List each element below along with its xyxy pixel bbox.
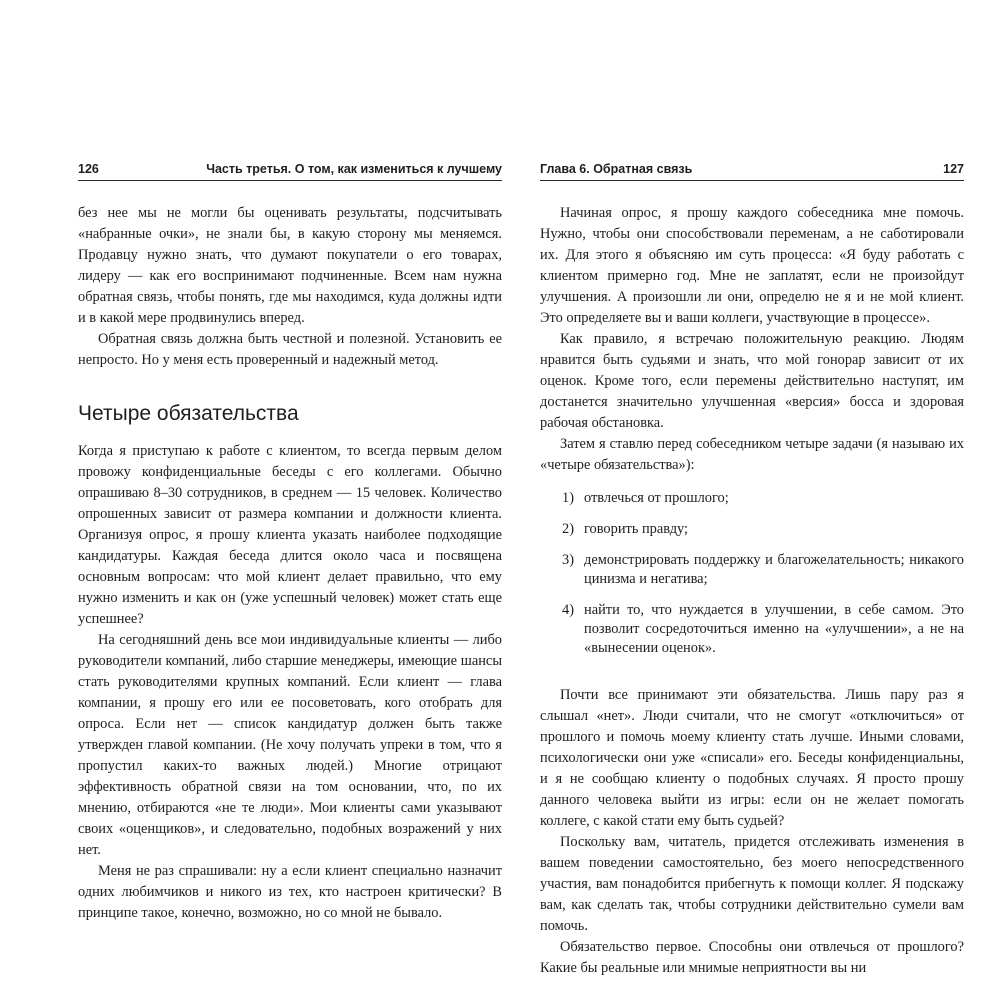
list-item-number: 1) (562, 490, 574, 506)
paragraph: Как правило, я встречаю положительную реакцию. Людям нравится быть судьями и знать, что мой гонорар зависит от их оценок. Кроме того, если перемены действительно наступят, им достанется значительно улучшенная «версия» босса и здоровая рабочая обстановка. (540, 331, 964, 431)
paragraph: Поскольку вам, читатель, придется отслеживать изменения в вашем поведении самостоятельно, без моего непосредственного участия, вам понадобится прибегнуть к помощи коллег. Я подскажу вам, как сделать так, чтобы сотрудники действительно сумели вам помочь. (540, 834, 964, 934)
list-item-text: говорить правду; (584, 521, 689, 537)
list-item-number: 2) (562, 521, 574, 537)
paragraph: без нее мы не могли бы оценивать результаты, подсчитывать «набранные очки», не знали бы, в какую сторону мы меняемся. Продавцу нужно знать, что думают покупатели о его товарах, лидеру — как его воспринимают подчиненные. Всем нам нужна обратная связь, чтобы понять, где мы находимся, куда должны идти и в какой мере продвинулись вперед. (78, 205, 502, 326)
left-running-head (78, 158, 502, 181)
left-running-title: Часть третья. О том, как измениться к лучшему (206, 162, 502, 176)
left-page (78, 158, 502, 924)
right-running-head (540, 158, 964, 181)
paragraph: Начиная опрос, я прошу каждого собеседника мне помочь. Нужно, чтобы они способствовали переменам, а не саботировали их. Для этого я объясняю им суть процесса: «Я буду работать с клиентом примерно год. Мне не заплатят, если не произойдут улучшения. А произошли ли они, определю не я и не мой клиент. Это определяете вы и ваши коллеги, участвующие в процессе». (540, 205, 964, 326)
list-item-text: найти то, что нуждается в улучшении, в себе самом. Это позволит сосредоточиться именно на «улучшении», а не на «вынесении оценок». (584, 602, 964, 656)
right-running-title: Глава 6. Обратная связь (540, 162, 693, 176)
paragraph: Меня не раз спрашивали: ну а если клиент специально назначит одних любимчиков и никого из тех, кто настроен критически? В принципе такое, конечно, возможно, но со мной не бывало. (78, 863, 502, 921)
right-page-number: 127 (943, 162, 964, 176)
commitments-list (540, 489, 964, 658)
paragraph: Обязательство первое. Способны они отвлечься от прошлого? Какие бы реальные или мнимые неприятности вы ни (540, 939, 964, 976)
list-item (540, 489, 964, 508)
list-item-number: 3) (562, 552, 574, 568)
left-page-number: 126 (78, 162, 99, 176)
list-item-number: 4) (562, 602, 574, 618)
list-item (540, 520, 964, 539)
list-item (540, 551, 964, 589)
list-item (540, 601, 964, 658)
list-item-text: отвлечься от прошлого; (584, 490, 729, 506)
paragraph: Когда я приступаю к работе с клиентом, то всегда первым делом провожу конфиденциальные беседы с его коллегами. Обычно опрашиваю 8–30 сотрудников, в среднем — 15 человек. Количество опрошенных зависит от размера компании и должности клиента. Организуя опрос, я прошу клиента указать наиболее подходящие кандидатуры. Каждая беседа длится около часа и посвящена основным вопросам: что мой клиент делает правильно, что ему нужно изменить и как он (уже успешный человек) может стать еще успешнее? (78, 443, 502, 627)
right-page (540, 158, 964, 979)
paragraph: Почти все принимают эти обязательства. Лишь пару раз я слышал «нет». Люди считали, что не смогут «отключиться» от прошлого и помочь моему клиенту стать лучше. Иными словами, психологически они уже «списали» его. Беседы конфиденциальны, и я не сообщаю клиенту о подобных случаях. Я просто прошу данного человека выйти из игры: если он не желает помогать коллеге, с какой стати ему быть судьей? (540, 687, 964, 829)
section-heading: Четыре обязательства (78, 402, 299, 425)
paragraph: Затем я ставлю перед собеседником четыре задачи (я называю их «четыре обязательства»): (540, 436, 964, 473)
paragraph: Обратная связь должна быть честной и полезной. Установить ее непросто. Но у меня есть проверенный и надежный метод. (78, 331, 502, 368)
paragraph: На сегодняшний день все мои индивидуальные клиенты — либо руководители компаний, либо старшие менеджеры, имеющие шансы стать руководителями крупных компаний. Если клиент — глава компании, я прошу его или ее посоветовать, кого отобрать для опроса. Если нет — список кандидатур должен быть также утвержден главой компании. (Не хочу получать упреки в том, что я пропустил каких-то важных людей.) Многие отрицают эффективность обратной связи на том основании, что, по их мнению, отбираются «не те люди». Мои клиенты сами указывают своих «оценщиков», и следовательно, подобных возражений у них нет. (78, 632, 502, 858)
list-item-text: демонстрировать поддержку и благожелательность; никакого цинизма и негатива; (584, 552, 964, 587)
